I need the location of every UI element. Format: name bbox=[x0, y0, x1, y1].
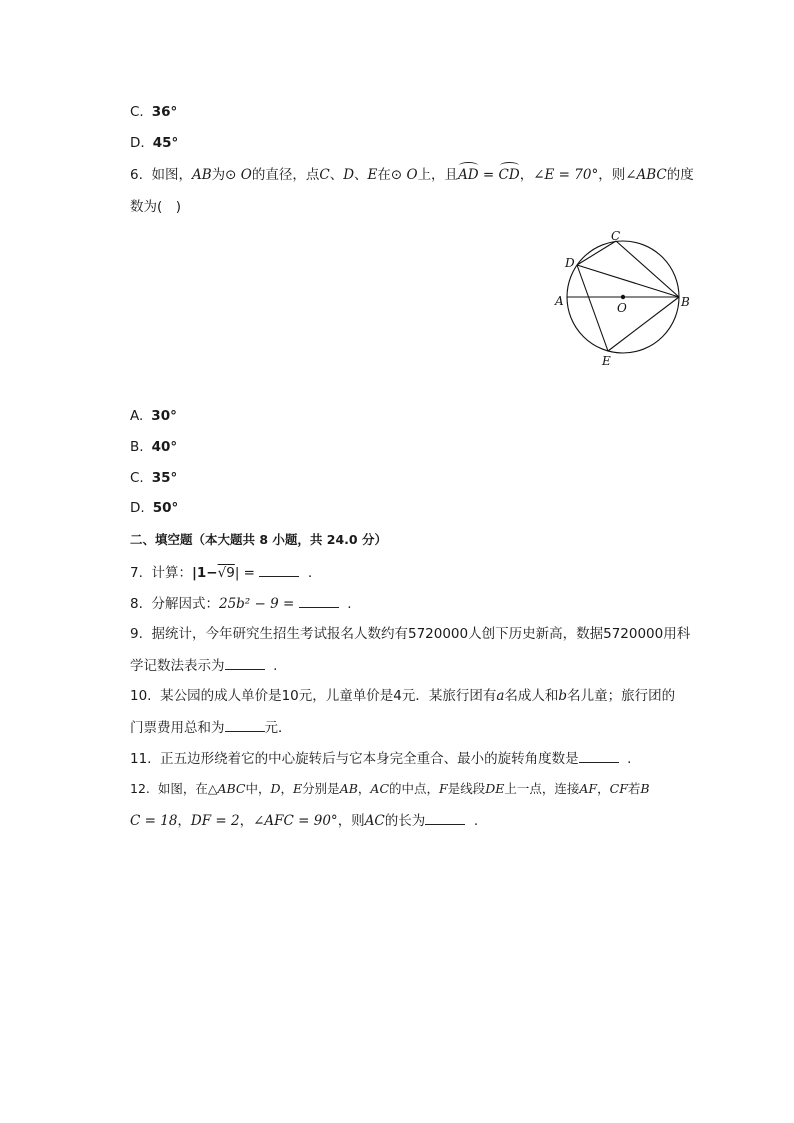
text: ， bbox=[177, 813, 191, 829]
label-e: E bbox=[602, 354, 611, 368]
question-number: 7. bbox=[130, 565, 143, 581]
text: ，则 bbox=[337, 813, 365, 829]
answer-blank[interactable] bbox=[425, 810, 465, 825]
expr: |1− bbox=[191, 565, 218, 581]
text: 为 bbox=[211, 167, 226, 183]
text: 的中点， bbox=[389, 781, 440, 796]
q6-line2 bbox=[130, 197, 181, 217]
text: 名成人和 bbox=[504, 688, 559, 704]
math-bc: C = 18 bbox=[130, 813, 178, 829]
circle-symbol: ⊙ bbox=[225, 167, 237, 183]
option-value: 36° bbox=[151, 104, 178, 120]
circle-symbol: ⊙ bbox=[390, 167, 403, 183]
text: 中， bbox=[245, 781, 271, 796]
text: . bbox=[307, 565, 313, 581]
q10-line2 bbox=[130, 717, 292, 738]
option-value: 40° bbox=[151, 439, 178, 455]
label-b: B bbox=[681, 295, 690, 309]
label-d: D bbox=[565, 256, 575, 270]
math-ab: AB bbox=[191, 167, 212, 183]
math-e: E bbox=[293, 781, 303, 796]
q7 bbox=[130, 562, 312, 583]
text: 如图， bbox=[151, 167, 192, 183]
text: 学记数法表示为 bbox=[130, 658, 225, 674]
question-number: 12. bbox=[130, 781, 150, 796]
math-a: a bbox=[496, 688, 505, 704]
text: 门票费用总和为 bbox=[130, 720, 225, 736]
q8 bbox=[130, 593, 351, 614]
q5-option-d bbox=[130, 133, 178, 153]
answer-blank[interactable] bbox=[259, 562, 299, 577]
q10-line1 bbox=[130, 686, 675, 706]
math-angle: ∠AFC = 90° bbox=[253, 813, 338, 829]
text: 若 bbox=[627, 781, 641, 796]
text: 计算： bbox=[151, 565, 192, 581]
answer-blank[interactable] bbox=[299, 593, 339, 608]
text: ，则 bbox=[598, 167, 626, 183]
text: ， bbox=[597, 781, 610, 796]
q6-figure bbox=[548, 230, 698, 370]
arc-cd: CD bbox=[498, 167, 520, 183]
option-letter: A. bbox=[130, 408, 144, 424]
text: 在 bbox=[377, 167, 391, 183]
math-b: B bbox=[640, 781, 650, 796]
label-c: C bbox=[611, 230, 621, 243]
answer-blank[interactable] bbox=[225, 717, 265, 732]
math-ab: AB bbox=[339, 781, 358, 796]
text: 上一点，连接 bbox=[504, 781, 580, 796]
math-e: E bbox=[367, 167, 378, 183]
text: 分解因式： bbox=[151, 596, 219, 612]
q12-line1 bbox=[130, 779, 650, 799]
text: ， bbox=[280, 781, 294, 796]
option-letter: B. bbox=[130, 439, 144, 455]
text: 分别是 bbox=[302, 781, 340, 796]
sqrt: √9 bbox=[217, 565, 235, 581]
q6-line1 bbox=[130, 165, 694, 185]
text: 正五边形绕着它的中心旋转后与它本身完全重合、最小的旋转角度数是 bbox=[160, 751, 579, 767]
option-value: 30° bbox=[151, 408, 177, 424]
angle-e: ∠E = 70° bbox=[533, 167, 599, 183]
option-value: 50° bbox=[152, 500, 179, 516]
question-number: 11. bbox=[130, 751, 152, 767]
text: 某公园的成人单价是10元，儿童单价是4元．某旅行团有 bbox=[160, 688, 497, 704]
q9-line2 bbox=[130, 655, 277, 676]
math-af: AF bbox=[579, 781, 598, 796]
math-c: C bbox=[319, 167, 330, 183]
text: 、 bbox=[354, 167, 368, 183]
math-d: D bbox=[343, 167, 355, 183]
math-d: D bbox=[270, 781, 281, 796]
q11 bbox=[130, 748, 631, 769]
segment-de bbox=[577, 265, 608, 351]
q6-option-c bbox=[130, 468, 177, 488]
q6-option-d bbox=[130, 498, 178, 518]
expr: 25b² − 9 = bbox=[218, 596, 299, 612]
text: = bbox=[478, 167, 499, 183]
q5-option-c bbox=[130, 102, 177, 122]
text: 如图，在 bbox=[157, 781, 208, 796]
text: 的度 bbox=[666, 167, 694, 183]
center-point bbox=[621, 295, 625, 299]
label-a: A bbox=[555, 294, 564, 308]
segment-dc bbox=[577, 241, 616, 265]
text: 上，且 bbox=[417, 167, 459, 183]
text: 、 bbox=[329, 167, 344, 183]
question-number: 10. bbox=[130, 688, 152, 704]
question-number: 6. bbox=[130, 167, 143, 183]
math-o: O bbox=[406, 167, 418, 183]
text: ， bbox=[357, 781, 371, 796]
text: 数为( ) bbox=[130, 199, 182, 215]
answer-blank[interactable] bbox=[225, 655, 265, 670]
option-letter: D. bbox=[130, 135, 145, 151]
q12-line2 bbox=[130, 810, 478, 831]
option-letter: D. bbox=[130, 500, 145, 516]
math-ac: AC bbox=[364, 813, 385, 829]
math-b: b bbox=[558, 688, 568, 704]
q9-line1 bbox=[130, 624, 690, 644]
option-letter: C. bbox=[130, 470, 144, 486]
text: ， bbox=[239, 813, 254, 829]
label-o: O bbox=[617, 301, 627, 315]
arc-ad: AD bbox=[458, 167, 479, 183]
question-number: 8. bbox=[130, 596, 143, 612]
text: 据统计，今年研究生招生考试报名人数约有5720000人创下历史新高，数据5720000用科 bbox=[151, 626, 691, 642]
question-number: 9. bbox=[130, 626, 143, 642]
angle-abc: ∠ABC bbox=[625, 167, 667, 183]
text: 的直径，点 bbox=[251, 167, 320, 183]
math-o: O bbox=[240, 167, 252, 183]
text: . bbox=[347, 596, 352, 612]
q6-option-a bbox=[130, 406, 177, 426]
math-ac: AC bbox=[370, 781, 390, 796]
expr: | = bbox=[234, 565, 260, 581]
text: . bbox=[473, 813, 479, 829]
text: 元． bbox=[264, 720, 292, 736]
math-de: DE bbox=[485, 781, 505, 796]
text: . bbox=[627, 751, 632, 767]
math-triangle: △ABC bbox=[207, 781, 246, 796]
q6-option-b bbox=[130, 437, 177, 457]
text: 是线段 bbox=[447, 781, 486, 796]
section-heading: 二、填空题（本大题共 8 小题，共 24.0 分） bbox=[130, 532, 387, 547]
option-value: 45° bbox=[152, 135, 179, 151]
math-f: F bbox=[439, 781, 448, 796]
option-value: 35° bbox=[151, 470, 178, 486]
segment-cb bbox=[616, 241, 679, 297]
math-cf: CF bbox=[609, 781, 628, 796]
segment-db bbox=[577, 265, 679, 297]
math-df: DF = 2 bbox=[190, 813, 240, 829]
text: 名儿童；旅行团的 bbox=[567, 688, 676, 704]
option-letter: C. bbox=[130, 104, 144, 120]
answer-blank[interactable] bbox=[579, 748, 619, 763]
text: . bbox=[273, 658, 278, 674]
text: ， bbox=[519, 167, 534, 183]
text: 的长为 bbox=[384, 813, 426, 829]
